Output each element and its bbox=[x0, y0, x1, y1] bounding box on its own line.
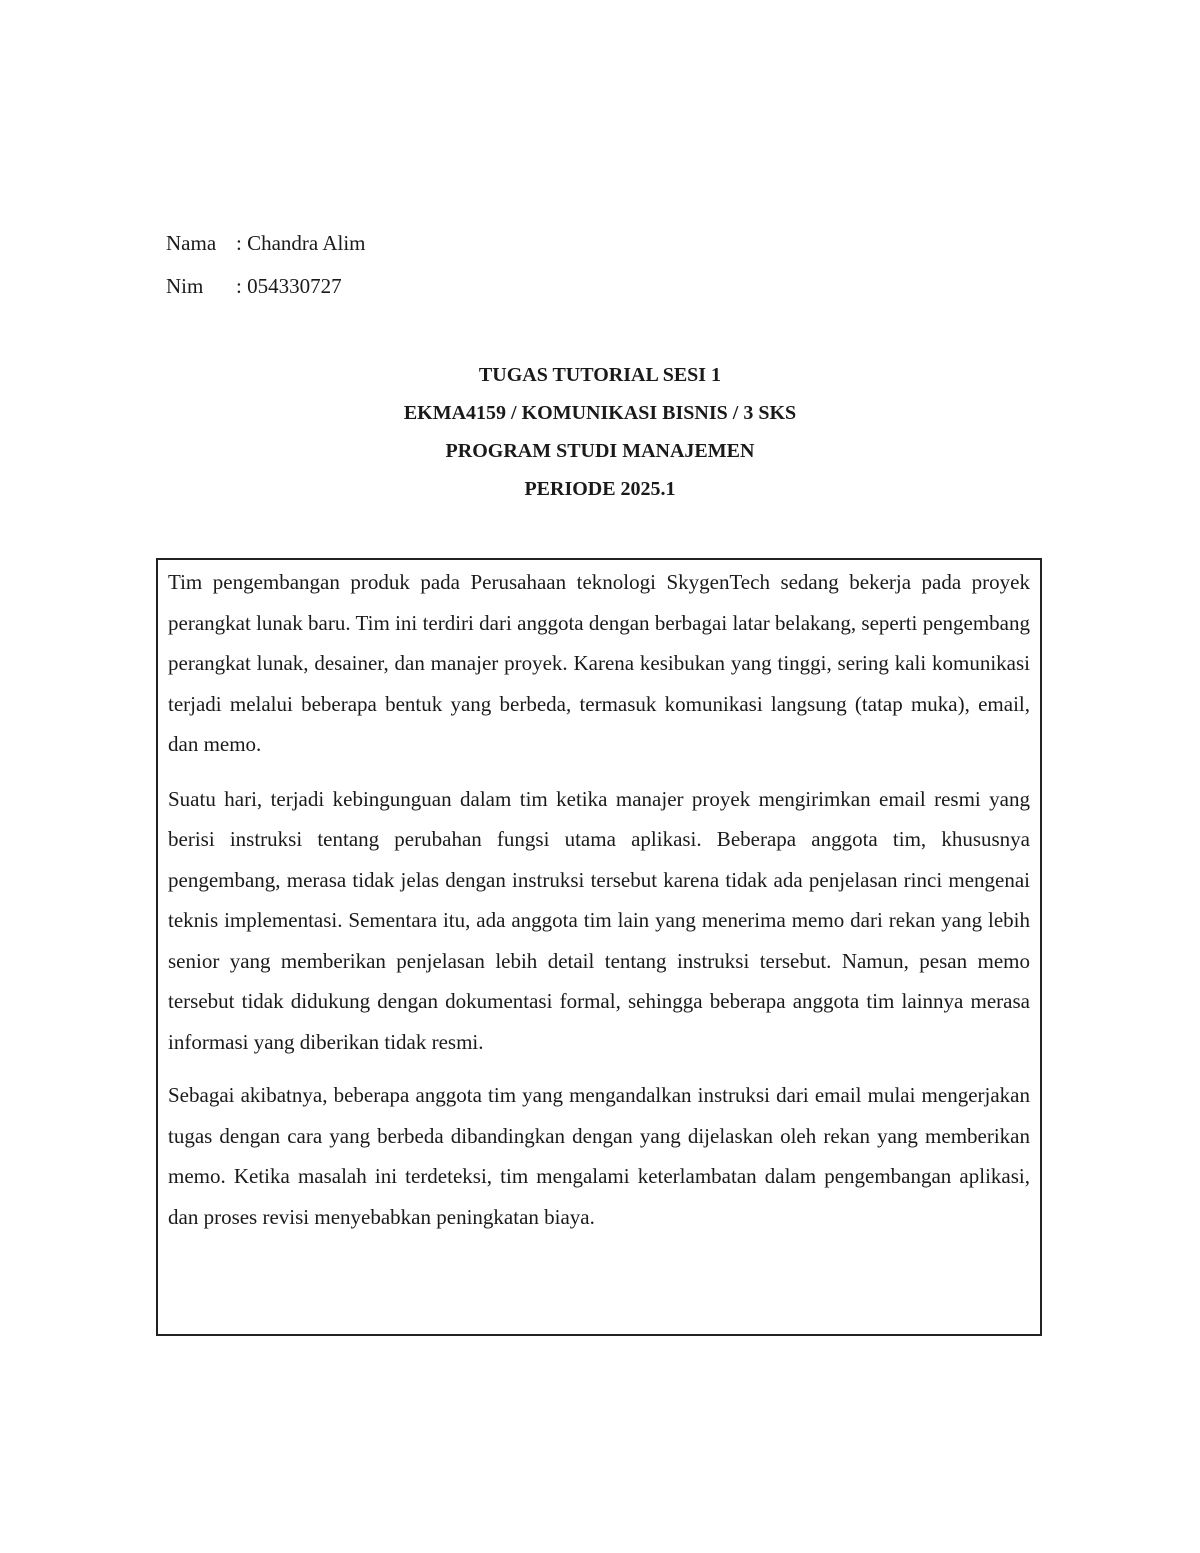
header-period: PERIODE 2025.1 bbox=[524, 478, 676, 500]
header-program: PROGRAM STUDI MANAJEMEN bbox=[445, 440, 755, 462]
case-study-box bbox=[156, 558, 1042, 1336]
case-paragraph-3: Sebagai akibatnya, beberapa anggota tim yang mengandalkan instruksi dari email mulai mengerjakan tugas dengan cara yang berbeda dibandingkan dengan yang dijelaskan oleh rekan yang memberikan memo. Ketika masalah ini terdeteksi, tim mengalami keterlambatan dalam pengembangan aplikasi, dan proses revisi menyebabkan peningkatan biaya. bbox=[168, 1083, 1030, 1229]
nim-value: : 054330727 bbox=[236, 274, 342, 298]
name-label: Nama bbox=[166, 231, 217, 255]
header-title: TUGAS TUTORIAL SESI 1 bbox=[478, 364, 722, 386]
nim-row bbox=[166, 265, 366, 308]
student-identity bbox=[166, 222, 366, 308]
assignment-header bbox=[0, 356, 1200, 508]
header-course: EKMA4159 / KOMUNIKASI BISNIS / 3 SKS bbox=[403, 402, 797, 424]
case-paragraph-2: Suatu hari, terjadi kebingunguan dalam tim ketika manajer proyek mengirimkan email resmi yang berisi instruksi tentang perubahan fungsi utama aplikasi. Beberapa anggota tim, khususnya pengembang, merasa tidak jelas dengan instruksi tersebut karena tidak ada penjelasan rinci mengenai teknis implementasi. Sementara itu, ada anggota tim lain yang menerima memo dari rekan yang lebih senior yang memberikan penjelasan lebih detail tentang instruksi tersebut. Namun, pesan memo tersebut tidak didukung dengan dokumentasi formal, sehingga beberapa anggota tim lainnya merasa informasi yang diberikan tidak resmi. bbox=[168, 786, 1030, 1054]
nim-label: Nim bbox=[166, 274, 204, 298]
case-paragraph-1: Tim pengembangan produk pada Perusahaan teknologi SkygenTech sedang bekerja pada proyek perangkat lunak baru. Tim ini terdiri dari anggota dengan berbagai latar belakang, seperti pengembang perangkat lunak, desainer, dan manajer proyek. Karena kesibukan yang tinggi, sering kali komunikasi terjadi melalui beberapa bentuk yang berbeda, termasuk komunikasi langsung (tatap muka), email, dan memo. bbox=[168, 570, 1030, 756]
name-row bbox=[166, 222, 366, 265]
name-value: : Chandra Alim bbox=[236, 231, 366, 255]
